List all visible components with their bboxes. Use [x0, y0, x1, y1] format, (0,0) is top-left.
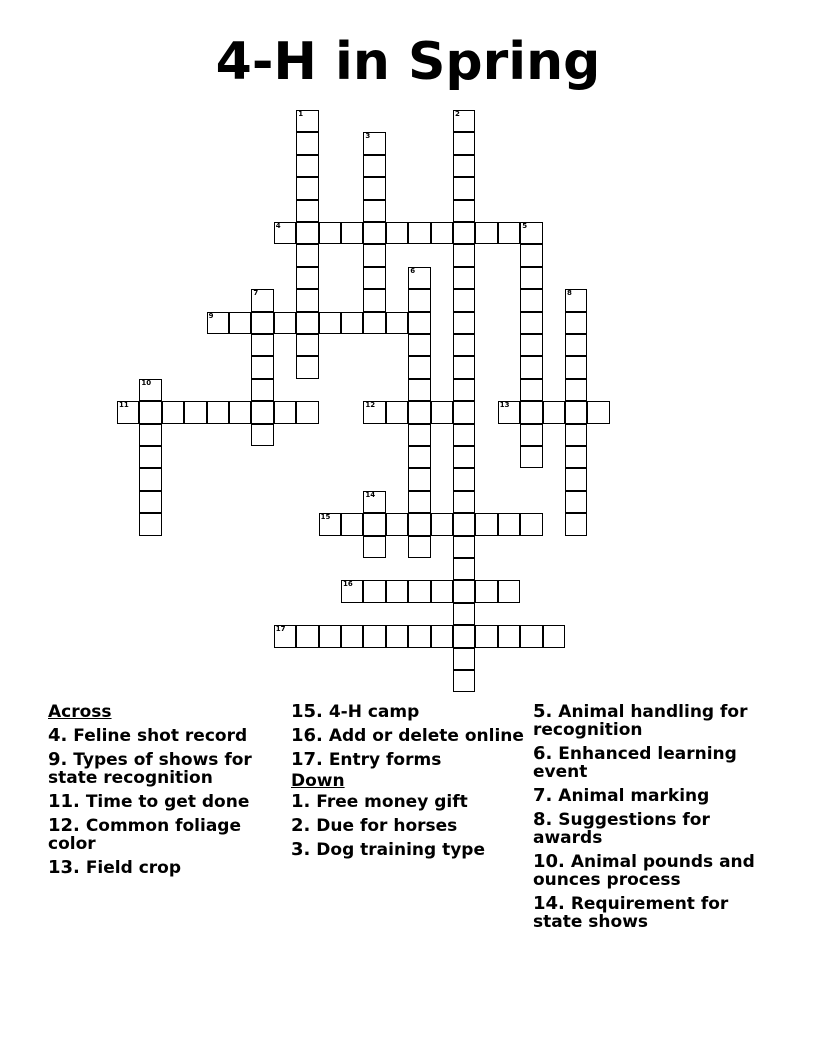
down-clue-8[interactable] — [533, 811, 773, 847]
clue-number: 5. — [533, 701, 553, 722]
grid-cell[interactable] — [408, 625, 430, 647]
clue-number: 2. — [291, 815, 311, 836]
grid-cell[interactable] — [475, 580, 497, 602]
grid-cell[interactable] — [408, 222, 430, 244]
grid-cell[interactable] — [453, 200, 475, 222]
clue-number: 14. — [533, 893, 565, 914]
grid-cell[interactable] — [296, 132, 318, 154]
grid-cell[interactable] — [431, 222, 453, 244]
grid-cell[interactable] — [520, 356, 542, 378]
grid-cell[interactable] — [408, 468, 430, 490]
grid-cell[interactable] — [139, 446, 161, 468]
grid-cell[interactable] — [431, 580, 453, 602]
clue-text: 4-H camp — [328, 702, 420, 722]
grid-cell[interactable] — [453, 379, 475, 401]
cell-number: 12 — [365, 401, 376, 410]
cell-number: 7 — [253, 289, 259, 298]
clue-text: Common foliage color — [48, 816, 241, 854]
down-clue-2[interactable] — [291, 817, 531, 835]
grid-cell[interactable] — [408, 379, 430, 401]
grid-cell[interactable] — [363, 289, 385, 311]
grid-cell[interactable] — [296, 625, 318, 647]
grid-cell[interactable] — [453, 401, 475, 423]
clue-text: Suggestions for awards — [533, 810, 710, 848]
grid-cell[interactable] — [274, 222, 296, 244]
clue-number: 10. — [533, 851, 565, 872]
across-clue-9[interactable] — [48, 751, 280, 787]
grid-cell[interactable] — [453, 356, 475, 378]
clue-text: Requirement for state shows — [533, 894, 729, 932]
grid-cell[interactable] — [363, 491, 385, 513]
grid-cell[interactable] — [408, 401, 430, 423]
cell-number: 13 — [499, 401, 510, 410]
grid-cell[interactable] — [520, 312, 542, 334]
grid-cell[interactable] — [453, 603, 475, 625]
grid-cell[interactable] — [408, 267, 430, 289]
grid-cell[interactable] — [453, 222, 475, 244]
grid-cell[interactable] — [520, 625, 542, 647]
down-clue-14[interactable] — [533, 895, 773, 931]
grid-cell[interactable] — [251, 379, 273, 401]
grid-cell[interactable] — [319, 513, 341, 535]
clue-text: Dog training type — [316, 840, 486, 860]
grid-cell[interactable] — [363, 536, 385, 558]
grid-cell[interactable] — [498, 401, 520, 423]
grid-cell[interactable] — [453, 558, 475, 580]
grid-cell[interactable] — [117, 401, 139, 423]
grid-cell[interactable] — [386, 222, 408, 244]
grid-cell[interactable] — [543, 401, 565, 423]
grid-cell[interactable] — [453, 468, 475, 490]
grid-cell[interactable] — [319, 222, 341, 244]
clue-text: Animal pounds and ounces process — [533, 852, 755, 890]
grid-cell[interactable] — [319, 625, 341, 647]
clue-number: 12. — [48, 815, 80, 836]
grid-cell[interactable] — [363, 222, 385, 244]
grid-cell[interactable] — [408, 424, 430, 446]
grid-cell[interactable] — [408, 312, 430, 334]
grid-cell[interactable] — [520, 513, 542, 535]
grid-cell[interactable] — [565, 424, 587, 446]
grid-cell[interactable] — [408, 289, 430, 311]
grid-cell[interactable] — [453, 513, 475, 535]
clue-text: Types of shows for state recognition — [48, 750, 252, 788]
cell-number: 2 — [455, 110, 460, 118]
grid-cell[interactable] — [386, 625, 408, 647]
clue-number: 11. — [48, 791, 80, 812]
clue-text: Feline shot record — [73, 726, 248, 746]
grid-cell[interactable] — [251, 334, 273, 356]
grid-cell[interactable] — [207, 401, 229, 423]
grid-cell[interactable] — [251, 312, 273, 334]
grid-cell[interactable] — [520, 424, 542, 446]
grid-cell[interactable] — [139, 468, 161, 490]
cell-number: 6 — [410, 266, 416, 275]
grid-cell[interactable] — [543, 625, 565, 647]
grid-cell[interactable] — [520, 289, 542, 311]
clues-column-1 — [48, 700, 280, 883]
grid-cell[interactable] — [274, 401, 296, 423]
down-clue-5[interactable] — [533, 703, 773, 739]
grid-cell[interactable] — [363, 244, 385, 266]
grid-cell[interactable] — [565, 289, 587, 311]
grid-cell[interactable] — [565, 312, 587, 334]
grid-cell[interactable] — [565, 491, 587, 513]
clue-number: 3. — [291, 839, 311, 860]
grid-cell[interactable] — [453, 132, 475, 154]
cell-number: 15 — [320, 513, 331, 522]
down-heading: Down — [291, 771, 345, 791]
grid-cell[interactable] — [386, 513, 408, 535]
grid-cell[interactable] — [565, 356, 587, 378]
across-heading: Across — [48, 702, 112, 722]
clue-text: Add or delete online — [328, 726, 524, 746]
grid-cell[interactable] — [363, 267, 385, 289]
grid-cell[interactable] — [520, 267, 542, 289]
grid-cell[interactable] — [296, 244, 318, 266]
clue-number: 6. — [533, 743, 553, 764]
grid-cell[interactable] — [341, 312, 363, 334]
down-clue-1[interactable] — [291, 793, 531, 811]
clue-number: 13. — [48, 857, 80, 878]
grid-cell[interactable] — [453, 155, 475, 177]
grid-cell[interactable] — [363, 200, 385, 222]
clue-number: 17. — [291, 749, 323, 770]
grid-cell[interactable] — [363, 401, 385, 423]
grid-cell[interactable] — [520, 334, 542, 356]
grid-cell[interactable] — [498, 580, 520, 602]
grid-cell[interactable] — [408, 356, 430, 378]
grid-cell[interactable] — [296, 200, 318, 222]
clue-number: 9. — [48, 749, 68, 770]
grid-cell[interactable] — [565, 379, 587, 401]
cell-number: 16 — [343, 580, 353, 589]
across-clue-16[interactable] — [291, 727, 531, 745]
across-clue-13[interactable] — [48, 859, 280, 877]
clue-text: Time to get done — [85, 792, 250, 812]
grid-cell[interactable] — [139, 379, 161, 401]
clue-number: 4. — [48, 725, 68, 746]
across-clue-4[interactable] — [48, 727, 280, 745]
grid-cell[interactable] — [453, 312, 475, 334]
grid-cell[interactable] — [296, 289, 318, 311]
clue-number: 8. — [533, 809, 553, 830]
grid-cell[interactable] — [363, 155, 385, 177]
grid-cell[interactable] — [431, 625, 453, 647]
grid-cell[interactable] — [251, 356, 273, 378]
clue-text: Due for horses — [316, 816, 458, 836]
cell-number: 3 — [365, 132, 371, 141]
grid-cell[interactable] — [296, 267, 318, 289]
grid-cell[interactable] — [408, 580, 430, 602]
across-clue-15[interactable] — [291, 703, 531, 721]
cell-number: 8 — [567, 289, 572, 298]
grid-cell[interactable] — [453, 424, 475, 446]
grid-cell[interactable] — [498, 513, 520, 535]
grid-cell[interactable] — [453, 110, 475, 132]
grid-cell[interactable] — [363, 513, 385, 535]
grid-cell[interactable] — [453, 334, 475, 356]
cell-number: 1 — [298, 110, 304, 118]
grid-cell[interactable] — [296, 356, 318, 378]
across-clue-17[interactable] — [291, 751, 531, 769]
grid-cell[interactable] — [162, 401, 184, 423]
grid-cell[interactable] — [408, 491, 430, 513]
clues-column-2 — [291, 700, 531, 865]
grid-cell[interactable] — [363, 312, 385, 334]
grid-cell[interactable] — [274, 625, 296, 647]
grid-cell[interactable] — [341, 513, 363, 535]
grid-cell[interactable] — [229, 312, 251, 334]
grid-cell[interactable] — [341, 222, 363, 244]
grid-cell[interactable] — [565, 334, 587, 356]
clue-number: 7. — [533, 785, 553, 806]
grid-cell[interactable] — [363, 580, 385, 602]
grid-cell[interactable] — [296, 222, 318, 244]
across-clue-11[interactable] — [48, 793, 280, 811]
grid-cell[interactable] — [453, 177, 475, 199]
grid-cell[interactable] — [475, 625, 497, 647]
clue-text: Field crop — [85, 858, 182, 878]
grid-cell[interactable] — [363, 625, 385, 647]
grid-cell[interactable] — [319, 312, 341, 334]
grid-cell[interactable] — [363, 177, 385, 199]
clue-number: 16. — [291, 725, 323, 746]
puzzle-title: 4-H in Spring — [215, 32, 601, 92]
grid-cell[interactable] — [453, 289, 475, 311]
grid-cell[interactable] — [296, 177, 318, 199]
clue-text: Animal marking — [558, 786, 710, 806]
grid-cell[interactable] — [139, 401, 161, 423]
grid-cell[interactable] — [184, 401, 206, 423]
grid-cell[interactable] — [408, 536, 430, 558]
grid-cell[interactable] — [453, 536, 475, 558]
grid-cell[interactable] — [296, 401, 318, 423]
grid-cell[interactable] — [341, 580, 363, 602]
grid-cell[interactable] — [520, 446, 542, 468]
grid-cell[interactable] — [453, 267, 475, 289]
grid-cell[interactable] — [453, 625, 475, 647]
grid-cell[interactable] — [408, 334, 430, 356]
cell-number: 5 — [522, 222, 528, 230]
grid-cell[interactable] — [565, 468, 587, 490]
grid-cell[interactable] — [296, 334, 318, 356]
grid-cell[interactable] — [475, 513, 497, 535]
down-clue-7[interactable] — [533, 787, 773, 805]
grid-cell[interactable] — [565, 513, 587, 535]
grid-cell[interactable] — [139, 491, 161, 513]
grid-cell[interactable] — [520, 222, 542, 244]
grid-cell[interactable] — [363, 132, 385, 154]
grid-cell[interactable] — [520, 244, 542, 266]
grid-cell[interactable] — [296, 155, 318, 177]
clues-column-3 — [533, 700, 773, 937]
grid-cell[interactable] — [453, 580, 475, 602]
clue-text: Entry forms — [328, 750, 442, 770]
grid-cell[interactable] — [296, 312, 318, 334]
grid-cell[interactable] — [251, 289, 273, 311]
grid-cell[interactable] — [565, 446, 587, 468]
cell-number: 14 — [365, 490, 376, 499]
down-clue-6[interactable] — [533, 745, 773, 781]
cell-number: 17 — [275, 625, 286, 634]
cell-number: 4 — [275, 222, 281, 230]
grid-cell[interactable] — [453, 491, 475, 513]
grid-cell[interactable] — [498, 625, 520, 647]
grid-cell[interactable] — [453, 670, 475, 692]
grid-cell[interactable] — [251, 424, 273, 446]
cell-number: 11 — [119, 401, 129, 410]
grid-cell[interactable] — [207, 312, 229, 334]
grid-cell[interactable] — [475, 222, 497, 244]
grid-cell[interactable] — [520, 379, 542, 401]
across-clue-12[interactable] — [48, 817, 280, 853]
cell-number: 9 — [208, 311, 214, 320]
clue-number: 15. — [291, 701, 323, 722]
grid-cell[interactable] — [431, 513, 453, 535]
grid-cell[interactable] — [341, 625, 363, 647]
grid-cell[interactable] — [498, 222, 520, 244]
grid-cell[interactable] — [565, 401, 587, 423]
grid-cell[interactable] — [296, 110, 318, 132]
down-clue-3[interactable] — [291, 841, 531, 859]
clue-text: Enhanced learning event — [533, 744, 737, 782]
down-clue-10[interactable] — [533, 853, 773, 889]
grid-cell[interactable] — [408, 446, 430, 468]
grid-cell[interactable] — [453, 244, 475, 266]
grid-cell[interactable] — [386, 312, 408, 334]
grid-cell[interactable] — [453, 446, 475, 468]
grid-cell[interactable] — [229, 401, 251, 423]
grid-cell[interactable] — [274, 312, 296, 334]
grid-cell[interactable] — [453, 648, 475, 670]
grid-cell[interactable] — [520, 401, 542, 423]
grid-cell[interactable] — [139, 513, 161, 535]
grid-cell[interactable] — [431, 401, 453, 423]
grid-cell[interactable] — [587, 401, 609, 423]
grid-cell[interactable] — [386, 580, 408, 602]
clue-text: Animal handling for recognition — [533, 702, 748, 740]
grid-cell[interactable] — [408, 513, 430, 535]
cell-number: 10 — [141, 378, 152, 387]
grid-cell[interactable] — [251, 401, 273, 423]
grid-cell[interactable] — [386, 401, 408, 423]
grid-cell[interactable] — [139, 424, 161, 446]
clue-number: 1. — [291, 791, 311, 812]
clue-text: Free money gift — [316, 792, 468, 812]
